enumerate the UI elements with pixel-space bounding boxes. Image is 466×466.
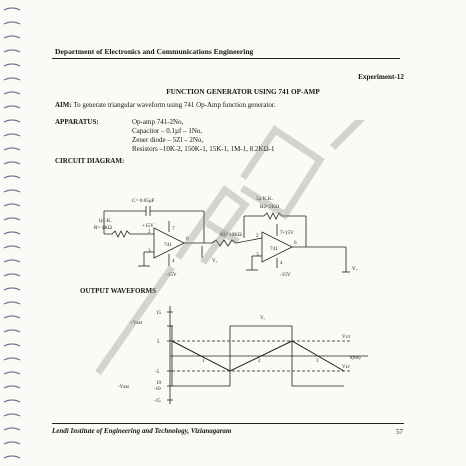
supply-neg-2-label: -15V (280, 272, 291, 278)
spiral-ring (4, 106, 20, 108)
vo-waveform-label: Vₒ (260, 316, 266, 321)
circuit-diagram-heading: CIRCUIT DIAGRAM: (55, 157, 125, 165)
opamp-2-pin: 4 (280, 260, 283, 266)
spiral-ring (4, 330, 20, 332)
spiral-ring (4, 204, 20, 206)
spiral-ring (4, 260, 20, 262)
apparatus-item: Capacitor – 0.1µf – 1No, (132, 127, 203, 135)
spiral-ring (4, 302, 20, 304)
output-waveforms-heading: OUTPUT WAVEFORMS (80, 287, 157, 295)
vsat-pos-label: +Vsat (130, 321, 142, 326)
segment-label: 2 (258, 359, 261, 364)
time-axis-label: t(ms) (350, 356, 361, 361)
vlt-label: Vʟᴛ (342, 365, 350, 370)
segment-label: 1 (202, 359, 205, 364)
spiral-ring (4, 316, 20, 318)
spiral-ring (4, 148, 20, 150)
input-resistor-label: R= 1KΩ (94, 225, 112, 231)
spiral-ring (4, 50, 20, 52)
output-waveform-graph (110, 304, 390, 408)
supply-pos-2-label: +15V (282, 230, 294, 236)
header-rule (52, 58, 400, 59)
apparatus-item: Zener diode – 5Zl – 2No, (132, 136, 204, 144)
opamp-2-pin: 6 (294, 240, 297, 246)
opamp-2-chip-label: 741 (270, 246, 278, 252)
spiral-ring (4, 288, 20, 290)
opamp-1-pin: 6 (186, 236, 189, 242)
opamp-1-pin: 7 (172, 226, 175, 232)
spiral-ring (4, 8, 20, 10)
spiral-ring (4, 190, 20, 192)
aim-label: AIM: (55, 101, 72, 109)
spiral-ring (4, 232, 20, 234)
apparatus-item: Op-amp 741-2No, (132, 118, 184, 126)
spiral-ring (4, 176, 20, 178)
vut-label: Vᴜᴛ (342, 335, 351, 340)
spiral-ring (4, 120, 20, 122)
segment-label: 3 (316, 359, 319, 364)
spiral-ring (4, 36, 20, 38)
r1-note-label: 1(∕c.K. (98, 218, 112, 224)
spiral-ring (4, 386, 20, 388)
spiral-binding (0, 0, 28, 466)
spiral-ring (4, 162, 20, 164)
aim-line (55, 101, 276, 109)
y-tick-label: -10 (154, 387, 161, 392)
experiment-number: Experiment-12 (358, 73, 404, 81)
apparatus-item: Resistors –10K-2, 150K-1, 15K-1, 1M-1, 8.2KΩ-1 (132, 145, 275, 153)
page-number: 57 (396, 428, 403, 436)
opamp-1-chip-label: 741 (164, 242, 172, 248)
capacitor-label: C= 0.05µF (132, 198, 155, 204)
mid-resistor-label: R1=10KΩ (220, 232, 242, 238)
feedback-resistor-label: R2=2KΩ (260, 204, 280, 210)
spiral-ring (4, 456, 20, 458)
y-tick-label: -15 (154, 399, 161, 404)
opamp-1-pin: 4 (172, 258, 175, 264)
spiral-ring (4, 428, 20, 430)
spiral-ring (4, 22, 20, 24)
opamp-1-pin: 3 (148, 248, 151, 254)
y-tick-label: -5 (155, 370, 160, 375)
supply-pos-1-label: +15V (142, 223, 154, 229)
department-header: Department of Electronics and Communications Engineering (55, 47, 254, 56)
footer-institute: Lendi Institute of Engineering and Technology, Vizianagaram (52, 427, 232, 435)
opamp-1-pin: 2 (148, 229, 151, 235)
spiral-ring (4, 344, 20, 346)
r2-note-label: 5µ K.K. (256, 196, 273, 202)
experiment-title: FUNCTION GENERATOR USING 741 OP-AMP (166, 88, 320, 96)
y-tick-label: 15 (156, 311, 161, 316)
spiral-ring (4, 78, 20, 80)
vsat-neg-label: -Vsat (118, 385, 129, 390)
spiral-ring (4, 442, 20, 444)
spiral-ring (4, 218, 20, 220)
vo1-label: Vₒ (212, 258, 218, 264)
y-tick-label: 10 (156, 381, 161, 386)
spiral-ring (4, 134, 20, 136)
spiral-ring (4, 358, 20, 360)
opamp-2-pin: 3 (256, 252, 259, 258)
y-tick-label: 5 (157, 340, 160, 345)
spiral-ring (4, 372, 20, 374)
supply-neg-1-label: -15V (166, 272, 177, 278)
spiral-ring (4, 414, 20, 416)
circuit-diagram (84, 186, 374, 282)
opamp-2-pin: 7 (280, 230, 283, 236)
spiral-ring (4, 246, 20, 248)
spiral-ring (4, 64, 20, 66)
opamp-2-pin: 2 (256, 233, 259, 239)
aim-text: To generate triangular waveform using 741 Op-Amp function generator. (73, 101, 276, 109)
apparatus-label: APPARATUS: (55, 118, 99, 126)
spiral-ring (4, 274, 20, 276)
spiral-ring (4, 400, 20, 402)
footer-rule (52, 423, 404, 424)
vo2-label: Vₒ (352, 266, 358, 272)
